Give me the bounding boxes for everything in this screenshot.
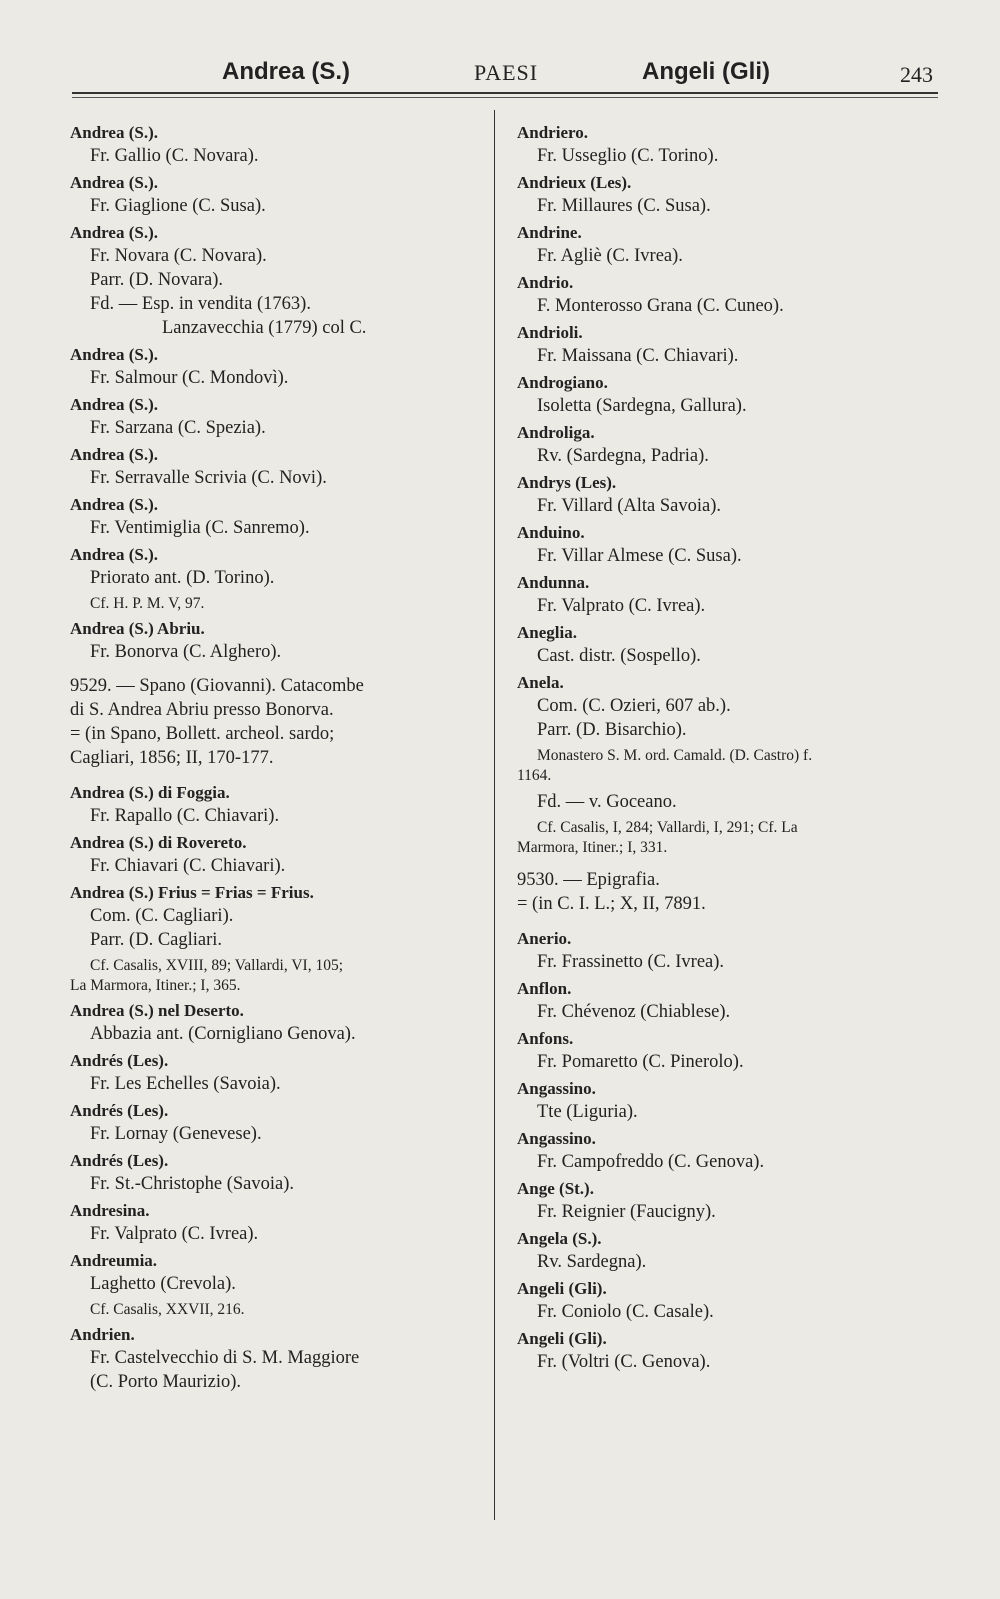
entry-line: F. Monterosso Grana (C. Cuneo).: [537, 296, 784, 316]
gazetteer-entry: [70, 444, 485, 490]
entry-line: Fr. Villar Almese (C. Susa).: [537, 546, 742, 566]
gazetteer-entry: [517, 372, 937, 418]
entry-heading: Angela (S.).: [517, 1229, 602, 1248]
reference-note: Monastero S. M. ord. Camald. (D. Castro) f.: [537, 747, 813, 764]
entry-line: Laghetto (Crevola).: [90, 1274, 236, 1294]
entry-heading: Anflon.: [517, 979, 572, 998]
entry-heading: Angassino.: [517, 1079, 596, 1098]
entry-line: Fr. Gallio (C. Novara).: [90, 146, 259, 166]
gazetteer-entry: [517, 790, 937, 858]
gazetteer-entry: [517, 522, 937, 568]
entry-line: Fr. Les Echelles (Savoia).: [90, 1074, 281, 1094]
reference-note: Cf. Casalis, I, 284; Vallardi, I, 291; Cf. La: [537, 819, 798, 836]
entry-line: Parr. (D. Cagliari.: [90, 930, 223, 950]
right-column: [517, 122, 937, 1378]
gazetteer-entry: [70, 1050, 485, 1096]
gazetteer-entry: [70, 618, 485, 664]
gazetteer-entry: [517, 1328, 937, 1374]
gazetteer-entry: [517, 122, 937, 168]
entry-heading: Andrea (S.) nel Deserto.: [70, 1001, 244, 1020]
entry-heading: Andrea (S.) di Rovereto.: [70, 833, 247, 852]
gazetteer-entry: [70, 222, 485, 340]
entry-line: Fr. Bonorva (C. Alghero).: [90, 642, 282, 662]
running-head-center: PAESI: [474, 60, 539, 85]
entry-heading: Andrés (Les).: [70, 1051, 169, 1070]
gazetteer-entry: [517, 272, 937, 318]
bibliography-line: = (in C. I. L.; X, II, 7891.: [517, 894, 706, 914]
entry-heading: Andrea (S.) Abriu.: [70, 619, 205, 638]
entry-heading: Anfons.: [517, 1029, 574, 1048]
gazetteer-entry: [517, 172, 937, 218]
entry-line-indented: Lanzavecchia (1779) col C.: [162, 318, 367, 338]
entry-line: Rv. Sardegna).: [537, 1252, 647, 1272]
entry-heading: Andriero.: [517, 123, 588, 142]
entry-heading: Andrea (S.).: [70, 545, 158, 564]
entry-line: Fr. Agliè (C. Ivrea).: [537, 246, 683, 266]
gazetteer-entry: [70, 832, 485, 878]
gazetteer-entry: [517, 1078, 937, 1124]
bibliography-line: di S. Andrea Abriu presso Bonorva.: [70, 700, 334, 720]
entry-line: Fr. Sarzana (C. Spezia).: [90, 418, 266, 438]
gazetteer-entry: [517, 422, 937, 468]
gazetteer-entry: [70, 1324, 485, 1394]
gazetteer-entry: [517, 572, 937, 618]
entry-line: Fr. Usseglio (C. Torino).: [537, 146, 719, 166]
gazetteer-entry: [70, 394, 485, 440]
gazetteer-entry: [70, 882, 485, 996]
entry-heading: Aneglia.: [517, 623, 577, 642]
entry-line: Fr. Chiavari (C. Chiavari).: [90, 856, 286, 876]
entry-line: Fr. Rapallo (C. Chiavari).: [90, 806, 280, 826]
bibliography-line: 9530. — Epigrafia.: [517, 870, 660, 890]
entry-line: Fr. Villard (Alta Savoia).: [537, 496, 722, 516]
entry-heading: Andrea (S.).: [70, 445, 158, 464]
entry-heading: Andrea (S.).: [70, 173, 158, 192]
gazetteer-entry: [70, 1000, 485, 1046]
bibliography-line: Cagliari, 1856; II, 170-177.: [70, 748, 274, 768]
header-rule-thin: [72, 97, 938, 98]
entry-heading: Andrés (Les).: [70, 1151, 169, 1170]
entry-line: (C. Porto Maurizio).: [90, 1372, 242, 1392]
reference-note-cont: 1164.: [517, 767, 552, 784]
entry-heading: Andrea (S.) Frius = Frias = Frius.: [70, 883, 314, 902]
entry-heading: Androgiano.: [517, 373, 608, 392]
entry-line: Com. (C. Ozieri, 607 ab.).: [537, 696, 731, 716]
entry-line: Parr. (D. Novara).: [90, 270, 224, 290]
gazetteer-entry: [70, 344, 485, 390]
entry-line: Fr. Salmour (C. Mondovì).: [90, 368, 289, 388]
left-column: [70, 122, 485, 1398]
gazetteer-entry: [70, 122, 485, 168]
entry-line: Isoletta (Sardegna, Gallura).: [537, 396, 747, 416]
entry-heading: Andunna.: [517, 573, 590, 592]
gazetteer-entry: [70, 674, 485, 770]
gazetteer-entry: [517, 868, 937, 916]
gazetteer-entry: [517, 978, 937, 1024]
entry-line: Fr. Lornay (Genevese).: [90, 1124, 262, 1144]
entry-heading: Angeli (Gli).: [517, 1279, 607, 1298]
entry-line: Fr. Coniolo (C. Casale).: [537, 1302, 714, 1322]
entry-line: Fr. Campofreddo (C. Genova).: [537, 1152, 765, 1172]
entry-line: Com. (C. Cagliari).: [90, 906, 234, 926]
entry-heading: Andrys (Les).: [517, 473, 617, 492]
reference-note-cont: La Marmora, Itiner.; I, 365.: [70, 977, 241, 994]
entry-heading: Andreumia.: [70, 1251, 158, 1270]
gazetteer-entry: [70, 1150, 485, 1196]
entry-line: Fr. Millaures (C. Susa).: [537, 196, 711, 216]
entry-line: Fr. Novara (C. Novara).: [90, 246, 267, 266]
gazetteer-entry: [517, 222, 937, 268]
gazetteer-entry: [70, 1200, 485, 1246]
entry-line: Parr. (D. Bisarchio).: [537, 720, 687, 740]
entry-line: Fr. Ventimiglia (C. Sanremo).: [90, 518, 310, 538]
entry-line: Fr. Pomaretto (C. Pinerolo).: [537, 1052, 744, 1072]
gazetteer-entry: [517, 1278, 937, 1324]
reference-note-cont: Marmora, Itiner.; I, 331.: [517, 839, 668, 856]
entry-line: Fr. Valprato (C. Ivrea).: [90, 1224, 259, 1244]
gazetteer-entry: [517, 1028, 937, 1074]
gazetteer-entry: [517, 672, 937, 786]
entry-heading: Andrieux (Les).: [517, 173, 632, 192]
entry-line: Rv. (Sardegna, Padria).: [537, 446, 709, 466]
entry-line: Tte (Liguria).: [537, 1102, 638, 1122]
entry-heading: Anerio.: [517, 929, 572, 948]
entry-heading: Andrea (S.).: [70, 495, 158, 514]
entry-heading: Ange (St.).: [517, 1179, 594, 1198]
reference-note: Cf. Casalis, XXVII, 216.: [90, 1301, 245, 1318]
entry-heading: Anduino.: [517, 523, 585, 542]
entry-heading: Andrea (S.).: [70, 123, 158, 142]
entry-heading: Andrea (S.).: [70, 345, 158, 364]
entry-line: Cast. distr. (Sospello).: [537, 646, 701, 666]
entry-heading: Andrés (Les).: [70, 1101, 169, 1120]
entry-line: Fr. Reignier (Faucigny).: [537, 1202, 716, 1222]
entry-line: Fd. — v. Goceano.: [537, 792, 677, 812]
column-divider: [494, 110, 495, 1520]
entry-heading: Andrien.: [70, 1325, 135, 1344]
running-head-right: Angeli (Gli): [642, 58, 770, 85]
reference-note: Cf. Casalis, XVIII, 89; Vallardi, VI, 105;: [90, 957, 343, 974]
entry-heading: Andrea (S.).: [70, 223, 158, 242]
gazetteer-entry: [517, 1228, 937, 1274]
entry-heading: Andrine.: [517, 223, 582, 242]
entry-line: Fr. Maissana (C. Chiavari).: [537, 346, 739, 366]
entry-heading: Androliga.: [517, 423, 595, 442]
header-rule: [72, 92, 938, 94]
entry-line: Fr. Valprato (C. Ivrea).: [537, 596, 706, 616]
gazetteer-entry: [517, 322, 937, 368]
gazetteer-entry: [517, 472, 937, 518]
gazetteer-entry: [517, 1178, 937, 1224]
entry-line: Fr. St.-Christophe (Savoia).: [90, 1174, 295, 1194]
gazetteer-entry: [70, 1100, 485, 1146]
entry-heading: Anela.: [517, 673, 564, 692]
entry-line: Fr. Giaglione (C. Susa).: [90, 196, 266, 216]
gazetteer-entry: [70, 172, 485, 218]
gazetteer-entry: [70, 782, 485, 828]
entry-line: Fr. Castelvecchio di S. M. Maggiore: [90, 1348, 360, 1368]
gazetteer-entry: [70, 1250, 485, 1320]
entry-heading: Angeli (Gli).: [517, 1329, 607, 1348]
entry-heading: Andrea (S.) di Foggia.: [70, 783, 230, 802]
gazetteer-entry: [70, 494, 485, 540]
entry-line: Fr. (Voltri (C. Genova).: [537, 1352, 711, 1372]
gazetteer-entry: [517, 928, 937, 974]
entry-line: Priorato ant. (D. Torino).: [90, 568, 275, 588]
gazetteer-entry: [517, 622, 937, 668]
entry-heading: Andresina.: [70, 1201, 150, 1220]
entry-line: Fr. Serravalle Scrivia (C. Novi).: [90, 468, 327, 488]
bibliography-line: 9529. — Spano (Giovanni). Catacombe: [70, 676, 364, 696]
entry-heading: Andrio.: [517, 273, 574, 292]
gazetteer-entry: [70, 544, 485, 614]
entry-heading: Angassino.: [517, 1129, 596, 1148]
entry-line: Fd. — Esp. in vendita (1763).: [90, 294, 311, 314]
entry-heading: Andrioli.: [517, 323, 583, 342]
entry-line: Fr. Chévenoz (Chiablese).: [537, 1002, 731, 1022]
entry-heading: Andrea (S.).: [70, 395, 158, 414]
running-head-left: Andrea (S.): [222, 58, 351, 85]
entry-line: Abbazia ant. (Cornigliano Genova).: [90, 1024, 356, 1044]
reference-note: Cf. H. P. M. V, 97.: [90, 595, 205, 612]
entry-line: Fr. Frassinetto (C. Ivrea).: [537, 952, 725, 972]
page-number: 243: [900, 62, 933, 87]
bibliography-line: = (in Spano, Bollett. archeol. sardo;: [70, 724, 335, 744]
gazetteer-entry: [517, 1128, 937, 1174]
